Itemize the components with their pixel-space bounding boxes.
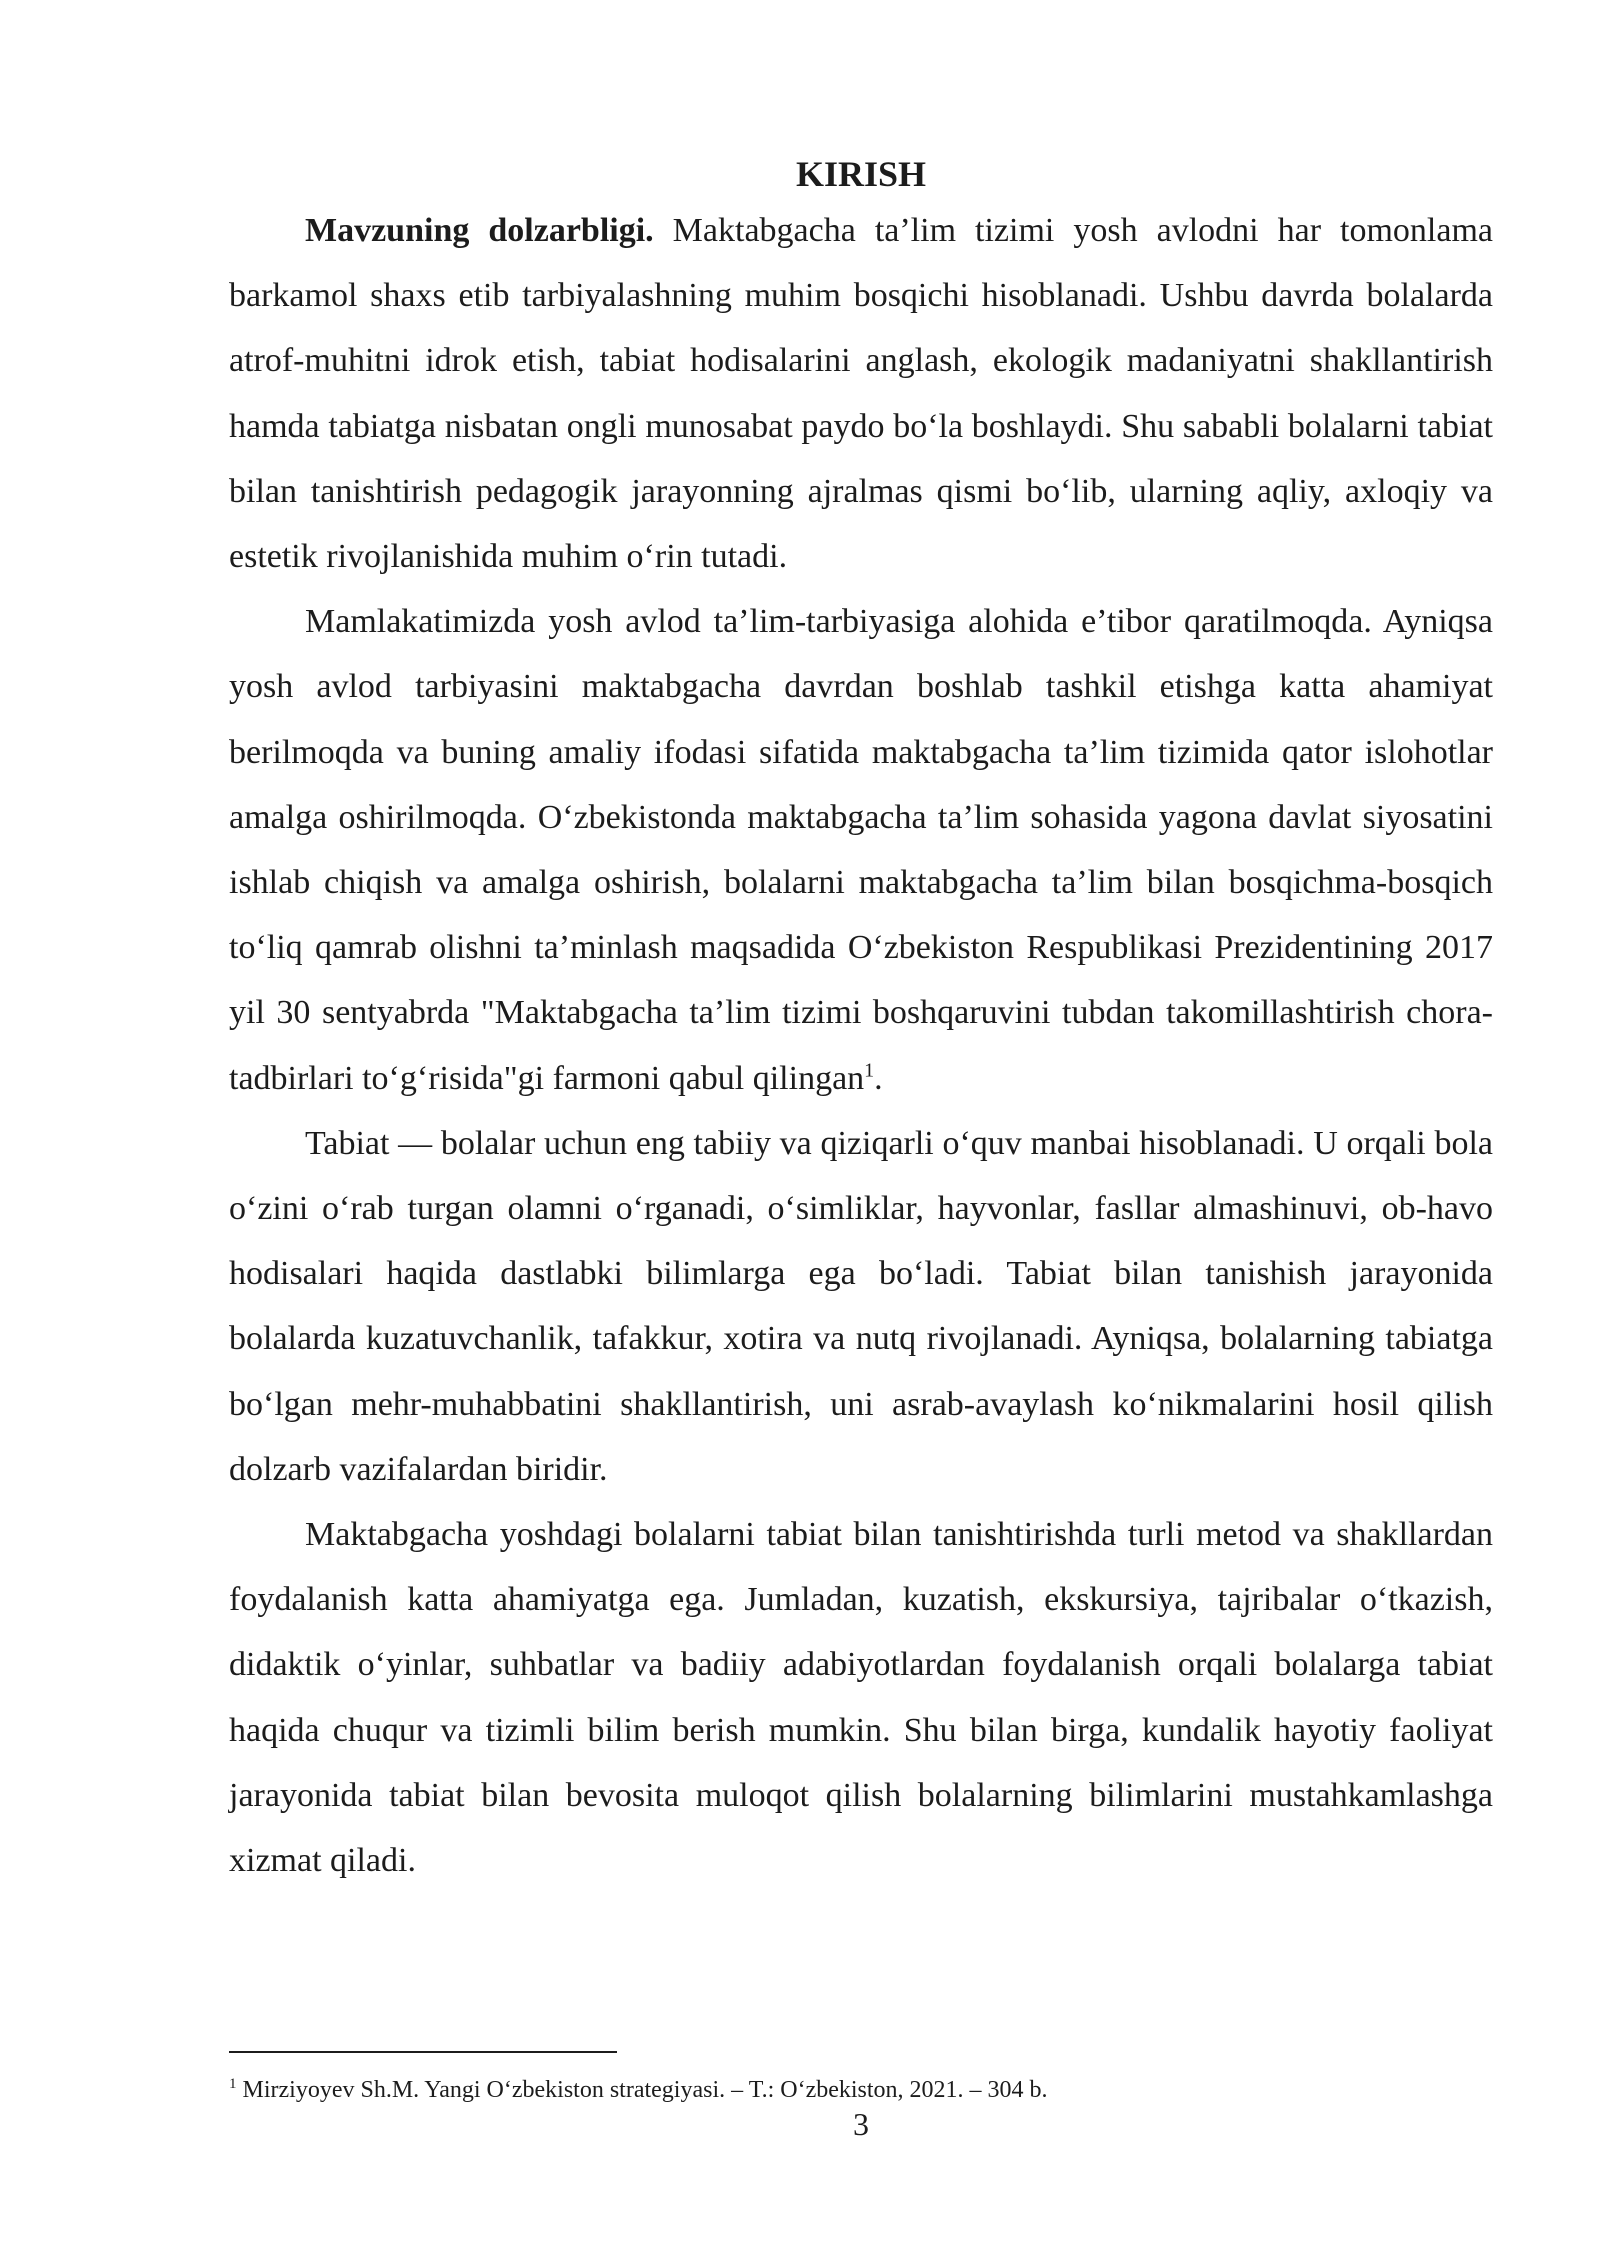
- page-number: 3: [853, 2106, 869, 2142]
- footnote-text: Mirziyoyev Sh.M. Yangi O‘zbekiston strategiyasi. – T.: O‘zbekiston, 2021. – 304 b.: [236, 2077, 1048, 2103]
- paragraph-4: [229, 1502, 1493, 1893]
- paragraph-text: Maktabgacha yoshdagi bolalarni tabiat bilan tanishtirishda turli metod va shakllardan foydalanish katta ahamiyatga ega. Jumladan, kuzatish, ekskursiya, tajribalar o‘tkazish, didaktik o‘yinlar, suhbatlar va badiiy adabiyotlardan foydalanish orqali bolalarga tabiat haqida chuqur va tizimli bilim berish mumkin. Shu bilan birga, kundalik hayotiy faoliyat jarayonida tabiat bilan bevosita muloqot qilish bolalarning bilimlarini mustahkamlashga xizmat qiladi.: [229, 1516, 1493, 1880]
- paragraph-text: Maktabgacha ta’lim tizimi yosh avlodni har tomonlama barkamol shaxs etib tarbiyalashning muhim bosqichi hisoblanadi. Ushbu davrda bolalarda atrof-muhitni idrok etish, tabiat hodisalarini anglash, ekologik madaniyatni shakllantirish hamda tabiatga nisbatan ongli munosabat paydo bo‘la boshlaydi. Shu sababli bolalarni tabiat bilan tanishtirish pedagogik jarayonning ajralmas qismi bo‘lib, ularning aqliy, axloqiy va estetik rivojlanishida muhim o‘rin tutadi.: [229, 212, 1493, 576]
- footnote-separator: [229, 2051, 617, 2053]
- paragraph-3: [229, 1111, 1493, 1502]
- footnote: [229, 2075, 1493, 2105]
- section-heading: KIRISH: [795, 154, 927, 194]
- paragraph-text: Mamlakatimizda yosh avlod ta’lim-tarbiyasiga alohida e’tibor qaratilmoqda. Ayniqsa yosh avlod tarbiyasini maktabgacha davrdan boshlab tashkil etishga katta ahamiyat berilmoqda va buning amaliy ifodasi sifatida maktabgacha ta’lim tizimida qator islohotlar amalga oshirilmoqda. O‘zbekistonda maktabgacha ta’lim sohasida yagona davlat siyosatini ishlab chiqish va amalga oshirish, bolalarni maktabgacha ta’lim bilan bosqichma-bosqich to‘liq qamrab olishni ta’minlash maqsadida O‘zbekiston Respublikasi Prezidentining 2017 yil 30 sentyabrda "Maktabgacha ta’lim tizimi boshqaruvini tubdan takomillashtirish chora-tadbirlari to‘g‘risida"gi farmoni qabul qilingan: [229, 603, 1493, 1097]
- paragraph-lead: Mavzuning dolzarbligi.: [305, 212, 654, 249]
- footnote-reference[interactable]: 1: [864, 1059, 875, 1082]
- paragraph-1: [229, 198, 1493, 589]
- paragraph-2: [229, 589, 1493, 1111]
- footnote-marker: 1: [229, 2076, 237, 2092]
- paragraph-tail: .: [874, 1059, 883, 1097]
- paragraph-text: Tabiat — bolalar uchun eng tabiiy va qiziqarli o‘quv manbai hisoblanadi. U orqali bola o‘zini o‘rab turgan olamni o‘rganadi, o‘simliklar, hayvonlar, fasllar almashinuvi, ob-havo hodisalari haqida dastlabki bilimlarga ega bo‘ladi. Tabiat bilan tanishish jarayonida bolalarda kuzatuvchanlik, tafakkur, xotira va nutq rivojlanadi. Ayniqsa, bolalarning tabiatga bo‘lgan mehr-muhabbatini shakllantirish, uni asrab-avaylash ko‘nikmalarini hosil qilish dolzarb vazifalardan biridir.: [229, 1124, 1493, 1488]
- body-text: [229, 198, 1493, 1893]
